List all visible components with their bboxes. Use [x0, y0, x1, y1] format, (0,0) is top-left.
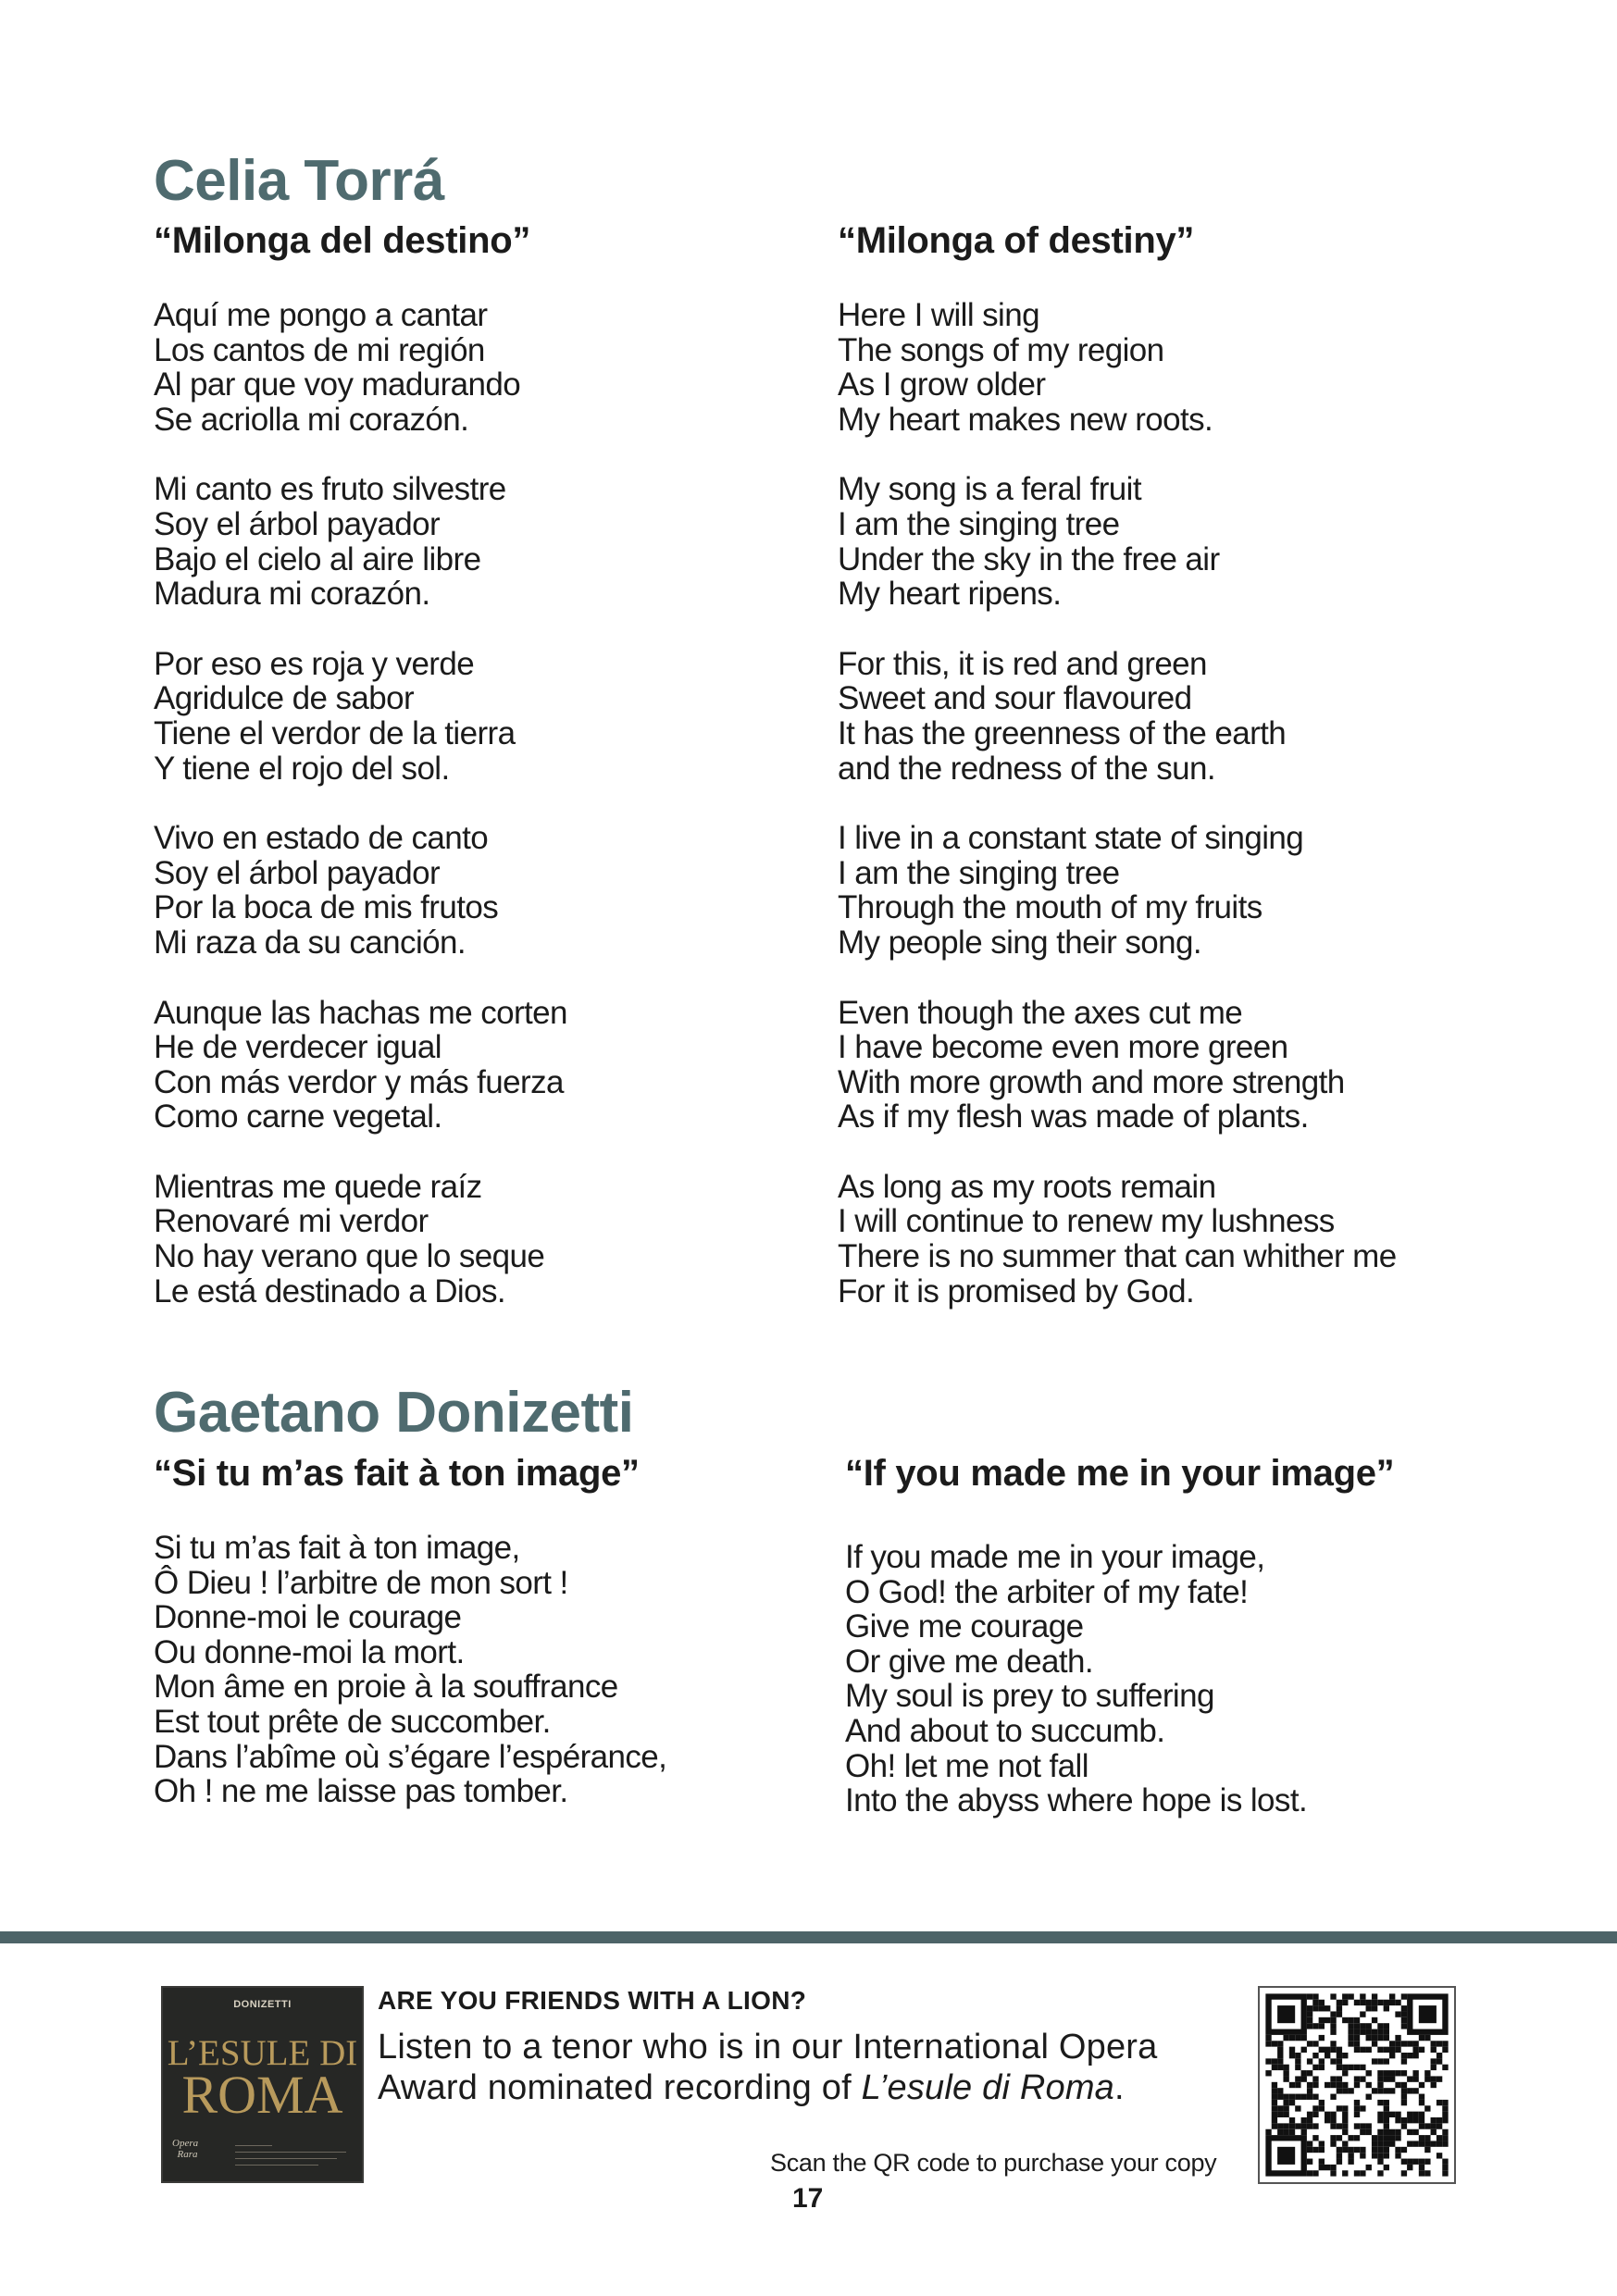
- album-cover-image[interactable]: [161, 1986, 364, 2183]
- album-credits: [235, 2141, 357, 2166]
- album-composer: DONIZETTI: [233, 1999, 292, 2010]
- stanza: [154, 298, 567, 437]
- stanza: [154, 996, 567, 1135]
- song-title-original-si-tu: “Si tu m’as fait à ton image”: [154, 1453, 640, 1494]
- verse-line: Por la boca de mis frutos: [154, 889, 499, 926]
- verse-line: It has the greenness of the earth: [838, 714, 1287, 751]
- verse-line: Oh! let me not fall: [845, 1747, 1088, 1784]
- verse-line: My heart ripens.: [838, 576, 1062, 613]
- verse-line: Aquí me pongo a cantar: [154, 297, 488, 333]
- verse-line: Agridulce de sabor: [154, 680, 415, 717]
- section-title-gaetano-donizetti: Gaetano Donizetti: [154, 1381, 634, 1445]
- stanza: [845, 1540, 1307, 1818]
- verse-line: My people sing their song.: [838, 924, 1201, 961]
- verse-line: Tiene el verdor de la tierra: [154, 714, 516, 751]
- page-number: 17: [792, 2183, 824, 2214]
- album-title-line2: ROMA: [181, 2065, 343, 2125]
- promo-text-album-title: L’esule di Roma: [861, 2068, 1115, 2107]
- verse-line: Con más verdor y más fuerza: [154, 1063, 564, 1100]
- verses-translation-if-you: [845, 1540, 1307, 1854]
- stanza: [154, 647, 567, 786]
- verse-line: And about to succumb.: [845, 1712, 1165, 1749]
- verse-line: Soy el árbol payador: [154, 505, 441, 542]
- verse-line: Mi canto es fruto silvestre: [154, 471, 506, 508]
- verse-line: If you made me in your image,: [845, 1539, 1265, 1575]
- verse-line: I am the singing tree: [838, 854, 1120, 891]
- verse-line: Mon âme en proie à la souffrance: [154, 1669, 618, 1706]
- verse-line: Como carne vegetal.: [154, 1098, 442, 1136]
- verse-line: As if my flesh was made of plants.: [838, 1098, 1309, 1136]
- song-title-translation-milonga: “Milonga of destiny”: [838, 220, 1195, 261]
- verse-line: and the redness of the sun.: [838, 750, 1215, 787]
- verse-line: Give me courage: [845, 1608, 1084, 1645]
- verse-line: Soy el árbol payador: [154, 854, 441, 891]
- qr-code-icon: [1260, 1988, 1454, 2182]
- verse-line: He de verdecer igual: [154, 1029, 442, 1066]
- footer-divider-bar: [0, 1931, 1617, 1943]
- verse-line: Through the mouth of my fruits: [838, 889, 1263, 926]
- stanza: [154, 1531, 666, 1809]
- verse-line: I have become even more green: [838, 1029, 1288, 1066]
- verse-line: Por eso es roja y verde: [154, 645, 475, 682]
- verse-line: Al par que voy madurando: [154, 366, 521, 403]
- verse-line: Donne-moi le courage: [154, 1599, 462, 1636]
- stanza: [154, 821, 567, 960]
- verse-line: My heart makes new roots.: [838, 401, 1213, 438]
- verse-line: Or give me death.: [845, 1643, 1093, 1680]
- stanza: [838, 647, 1397, 786]
- verse-line: I live in a constant state of singing: [838, 820, 1304, 857]
- verse-line: Aunque las hachas me corten: [154, 994, 567, 1031]
- verse-line: Sweet and sour flavoured: [838, 680, 1192, 717]
- verse-line: I am the singing tree: [838, 505, 1120, 542]
- stanza: [154, 472, 567, 611]
- verse-line: Le está destinado a Dios.: [154, 1272, 505, 1309]
- verses-translation-milonga: [838, 298, 1397, 1344]
- verse-line: Est tout prête de succomber.: [154, 1703, 551, 1740]
- verse-line: Bajo el cielo al aire libre: [154, 540, 481, 577]
- verse-line: Ô Dieu ! l’arbitre de mon sort !: [154, 1564, 568, 1601]
- verse-line: With more growth and more strength: [838, 1063, 1345, 1100]
- verse-line: Dans l’abîme où s’égare l’espérance,: [154, 1738, 667, 1775]
- stanza: [838, 298, 1397, 437]
- verse-line: Si tu m’as fait à ton image,: [154, 1530, 520, 1566]
- verse-line: I will continue to renew my lushness: [838, 1203, 1335, 1240]
- verse-line: Here I will sing: [838, 297, 1039, 333]
- verse-line: There is no summer that can whither me: [838, 1238, 1397, 1275]
- verse-line: Ou donne-moi la mort.: [154, 1633, 465, 1670]
- verse-line: O God! the arbiter of my fate!: [845, 1573, 1249, 1610]
- section-title-celia-torra: Celia Torrá: [154, 149, 444, 213]
- verse-line: As long as my roots remain: [838, 1168, 1216, 1205]
- song-title-translation-if-you: “If you made me in your image”: [845, 1453, 1395, 1494]
- verse-line: Oh ! ne me laisse pas tomber.: [154, 1773, 568, 1810]
- verse-line: Even though the axes cut me: [838, 994, 1243, 1031]
- opera-rara-logo: Opera Rara: [172, 2138, 199, 2160]
- verse-line: Y tiene el rojo del sol.: [154, 750, 450, 787]
- verse-line: Vivo en estado de canto: [154, 820, 489, 857]
- verse-line: Under the sky in the free air: [838, 540, 1220, 577]
- promo-heading: ARE YOU FRIENDS WITH A LION?: [378, 1986, 807, 2015]
- verse-line: My song is a feral fruit: [838, 471, 1141, 508]
- scan-qr-note: Scan the QR code to purchase your copy: [770, 2149, 1217, 2177]
- verse-line: Into the abyss where hope is lost.: [845, 1782, 1308, 1819]
- stanza: [838, 821, 1397, 960]
- stanza: [838, 472, 1397, 611]
- promo-text-end: .: [1114, 2068, 1125, 2107]
- verse-line: For this, it is red and green: [838, 645, 1207, 682]
- promo-text: [378, 2027, 1243, 2108]
- verse-line: Los cantos de mi región: [154, 331, 485, 368]
- verse-line: The songs of my region: [838, 331, 1164, 368]
- verse-line: Se acriolla mi corazón.: [154, 401, 469, 438]
- verse-line: As I grow older: [838, 366, 1046, 403]
- qr-code[interactable]: [1258, 1986, 1456, 2184]
- album-title-line1: L’ESULE DI: [167, 2033, 358, 2073]
- stanza: [838, 1170, 1397, 1309]
- stanza: [154, 1170, 567, 1309]
- verse-line: My soul is prey to suffering: [845, 1678, 1214, 1715]
- verse-line: Madura mi corazón.: [154, 576, 430, 613]
- verses-original-milonga: [154, 298, 567, 1344]
- verse-line: Mientras me quede raíz: [154, 1168, 482, 1205]
- verse-line: Mi raza da su canción.: [154, 924, 466, 961]
- verse-line: No hay verano que lo seque: [154, 1238, 545, 1275]
- song-title-original-milonga: “Milonga del destino”: [154, 220, 531, 261]
- promo-text-main: Listen to a tenor who is in our International Opera Award nominated recording of: [378, 2028, 1158, 2107]
- stanza: [838, 996, 1397, 1135]
- verses-original-si-tu: [154, 1531, 666, 1844]
- verse-line: Renovaré mi verdor: [154, 1203, 429, 1240]
- verse-line: For it is promised by God.: [838, 1272, 1195, 1309]
